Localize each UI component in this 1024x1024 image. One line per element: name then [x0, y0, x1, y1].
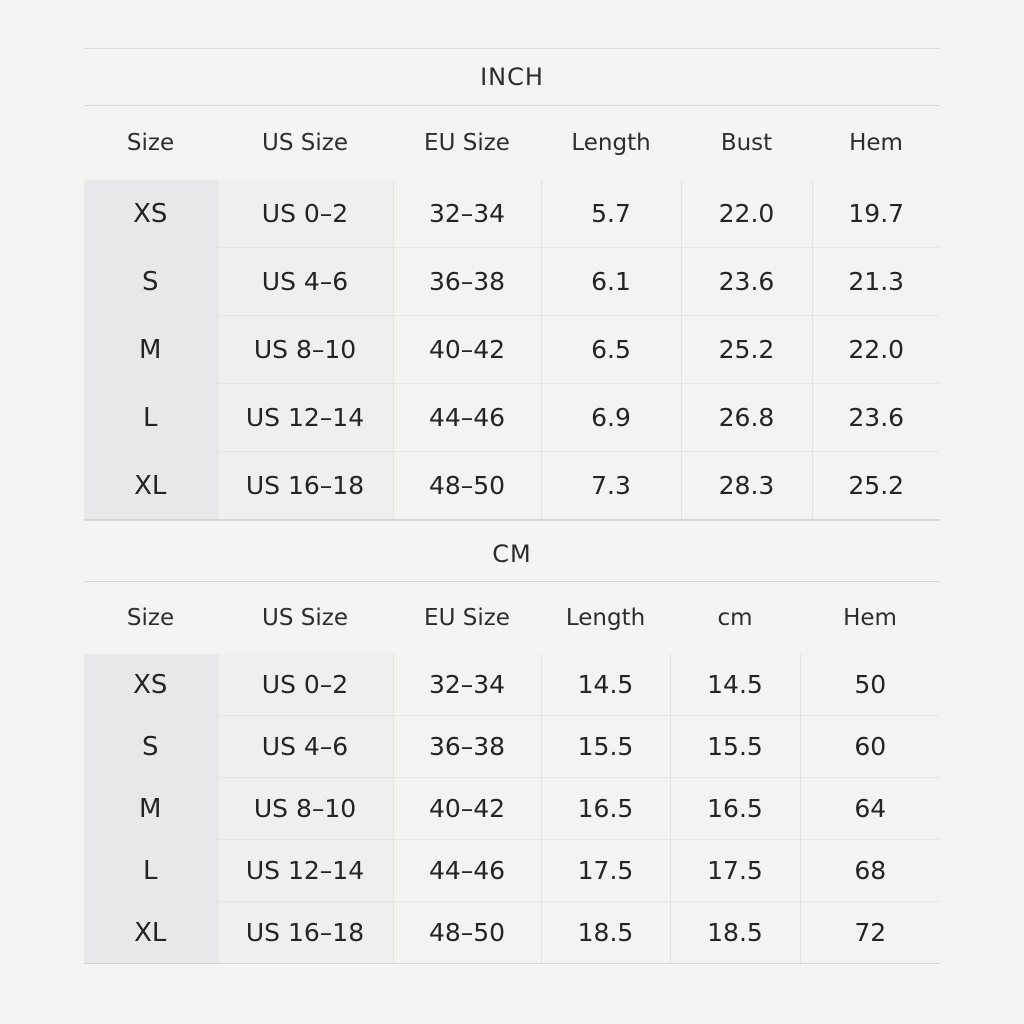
- bust-cell: 23.6: [681, 248, 812, 316]
- column-header: EU Size: [393, 106, 541, 180]
- size-cell: M: [84, 316, 217, 384]
- bust-cell: 28.3: [681, 452, 812, 520]
- us-size-cell: US 0–2: [217, 654, 393, 716]
- size-chart: [84, 48, 940, 964]
- cm-cell: 16.5: [670, 778, 800, 840]
- column-header: Hem: [812, 106, 940, 180]
- column-header: Length: [541, 582, 670, 654]
- column-header: US Size: [217, 106, 393, 180]
- hem-cell: 68: [800, 840, 940, 902]
- column-header: Size: [84, 106, 217, 180]
- cm-cell: 15.5: [670, 716, 800, 778]
- size-cell: XS: [84, 180, 217, 248]
- us-size-cell: US 8–10: [217, 778, 393, 840]
- eu-size-cell: 36–38: [393, 716, 541, 778]
- hem-cell: 50: [800, 654, 940, 716]
- column-header: Hem: [800, 582, 940, 654]
- length-cell: 6.9: [541, 384, 681, 452]
- eu-size-cell: 48–50: [393, 452, 541, 520]
- inch-section-title: INCH: [84, 48, 940, 106]
- length-cell: 17.5: [541, 840, 670, 902]
- length-cell: 16.5: [541, 778, 670, 840]
- hem-cell: 72: [800, 902, 940, 964]
- us-size-cell: US 0–2: [217, 180, 393, 248]
- column-header: Length: [541, 106, 681, 180]
- us-size-cell: US 12–14: [217, 840, 393, 902]
- size-cell: M: [84, 778, 217, 840]
- eu-size-cell: 40–42: [393, 778, 541, 840]
- length-cell: 6.5: [541, 316, 681, 384]
- column-header: EU Size: [393, 582, 541, 654]
- us-size-cell: US 16–18: [217, 452, 393, 520]
- hem-cell: 60: [800, 716, 940, 778]
- table-row: [84, 716, 940, 778]
- us-size-cell: US 4–6: [217, 716, 393, 778]
- bust-cell: 25.2: [681, 316, 812, 384]
- eu-size-cell: 44–46: [393, 384, 541, 452]
- table-row: [84, 452, 940, 520]
- column-header: Size: [84, 582, 217, 654]
- us-size-cell: US 16–18: [217, 902, 393, 964]
- size-cell: XL: [84, 902, 217, 964]
- table-row: [84, 316, 940, 384]
- us-size-cell: US 8–10: [217, 316, 393, 384]
- table-row: [84, 248, 940, 316]
- table-row: [84, 180, 940, 248]
- length-cell: 7.3: [541, 452, 681, 520]
- size-cell: S: [84, 716, 217, 778]
- us-size-cell: US 12–14: [217, 384, 393, 452]
- hem-cell: 22.0: [812, 316, 940, 384]
- cm-cell: 18.5: [670, 902, 800, 964]
- cm-section-title: CM: [84, 520, 940, 582]
- size-cell: XS: [84, 654, 217, 716]
- hem-cell: 64: [800, 778, 940, 840]
- eu-size-cell: 40–42: [393, 316, 541, 384]
- length-cell: 6.1: [541, 248, 681, 316]
- size-cell: L: [84, 384, 217, 452]
- size-cell: S: [84, 248, 217, 316]
- eu-size-cell: 48–50: [393, 902, 541, 964]
- table-header-row: [84, 106, 940, 180]
- length-cell: 5.7: [541, 180, 681, 248]
- length-cell: 18.5: [541, 902, 670, 964]
- length-cell: 14.5: [541, 654, 670, 716]
- eu-size-cell: 44–46: [393, 840, 541, 902]
- eu-size-cell: 36–38: [393, 248, 541, 316]
- cm-size-table: [84, 582, 940, 964]
- cm-cell: 17.5: [670, 840, 800, 902]
- hem-cell: 23.6: [812, 384, 940, 452]
- column-header: Bust: [681, 106, 812, 180]
- cm-cell: 14.5: [670, 654, 800, 716]
- hem-cell: 19.7: [812, 180, 940, 248]
- table-row: [84, 840, 940, 902]
- size-cell: L: [84, 840, 217, 902]
- eu-size-cell: 32–34: [393, 180, 541, 248]
- bust-cell: 22.0: [681, 180, 812, 248]
- table-row: [84, 384, 940, 452]
- us-size-cell: US 4–6: [217, 248, 393, 316]
- column-header: cm: [670, 582, 800, 654]
- hem-cell: 25.2: [812, 452, 940, 520]
- hem-cell: 21.3: [812, 248, 940, 316]
- eu-size-cell: 32–34: [393, 654, 541, 716]
- size-cell: XL: [84, 452, 217, 520]
- table-row: [84, 902, 940, 964]
- table-row: [84, 654, 940, 716]
- inch-size-table: [84, 106, 940, 520]
- bust-cell: 26.8: [681, 384, 812, 452]
- length-cell: 15.5: [541, 716, 670, 778]
- table-header-row: [84, 582, 940, 654]
- column-header: US Size: [217, 582, 393, 654]
- table-row: [84, 778, 940, 840]
